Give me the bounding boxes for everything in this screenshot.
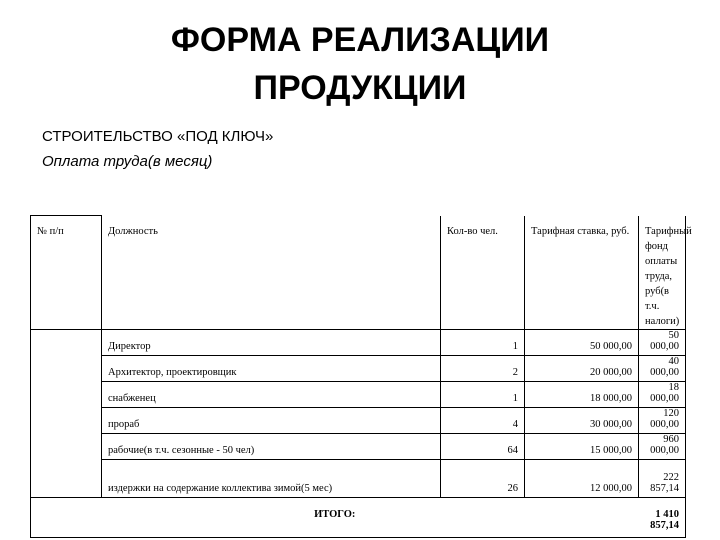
cell-number [31, 329, 102, 355]
cell-rate: 30 000,00 [525, 407, 639, 433]
table-row [31, 329, 686, 355]
table-row [31, 459, 686, 497]
title-line-2: ПРОДУКЦИИ [253, 69, 467, 107]
cell-fund: 120 000,00 [639, 407, 686, 433]
cell-number [31, 407, 102, 433]
total-row [31, 497, 686, 537]
cell-position: рабочие(в т.ч. сезонные - 50 чел) [102, 433, 441, 459]
cell-position: прораб [102, 407, 441, 433]
table-row [31, 355, 686, 381]
cell-fund: 50 000,00 [639, 329, 686, 355]
cell-count: 4 [441, 407, 525, 433]
cell-rate: 12 000,00 [525, 459, 639, 497]
cell-position: Директор [102, 329, 441, 355]
total-label: ИТОГО: [31, 497, 639, 537]
page-title [0, 16, 720, 112]
cell-position: Архитектор, проектировщик [102, 355, 441, 381]
cell-count: 2 [441, 355, 525, 381]
header-count: Кол-во чел. [441, 216, 525, 330]
cell-rate: 50 000,00 [525, 329, 639, 355]
header-rate: Тарифная ставка, руб. [525, 216, 639, 330]
subtitle-italic: Оплата труда(в месяц) [42, 153, 213, 170]
header-position: Должность [102, 216, 441, 330]
header-number: № п/п [31, 216, 102, 330]
cell-number [31, 381, 102, 407]
total-value: 1 410 857,14 [639, 497, 686, 537]
table-row [31, 407, 686, 433]
table-row [31, 433, 686, 459]
title-line-1: ФОРМА РЕАЛИЗАЦИИ [170, 21, 550, 59]
cell-number [31, 433, 102, 459]
header-fund: Тарифный фонд оплаты труда, руб(в т.ч. налоги) [639, 216, 686, 330]
cell-number [31, 459, 102, 497]
table-header-row [31, 216, 686, 330]
cell-position: издержки на содержание коллектива зимой(5 мес) [102, 459, 441, 497]
subtitle: СТРОИТЕЛЬСТВО «ПОД КЛЮЧ» [42, 128, 274, 145]
cell-count: 64 [441, 433, 525, 459]
cell-fund: 40 000,00 [639, 355, 686, 381]
cell-position: снабженец [102, 381, 441, 407]
cell-rate: 20 000,00 [525, 355, 639, 381]
cell-count: 1 [441, 381, 525, 407]
cell-fund: 222 857,14 [639, 459, 686, 497]
cell-rate: 15 000,00 [525, 433, 639, 459]
cell-number [31, 355, 102, 381]
cell-rate: 18 000,00 [525, 381, 639, 407]
cell-count: 1 [441, 329, 525, 355]
cell-fund: 960 000,00 [639, 433, 686, 459]
cell-fund: 18 000,00 [639, 381, 686, 407]
table-row [31, 381, 686, 407]
cell-count: 26 [441, 459, 525, 497]
payroll-table [30, 215, 692, 538]
